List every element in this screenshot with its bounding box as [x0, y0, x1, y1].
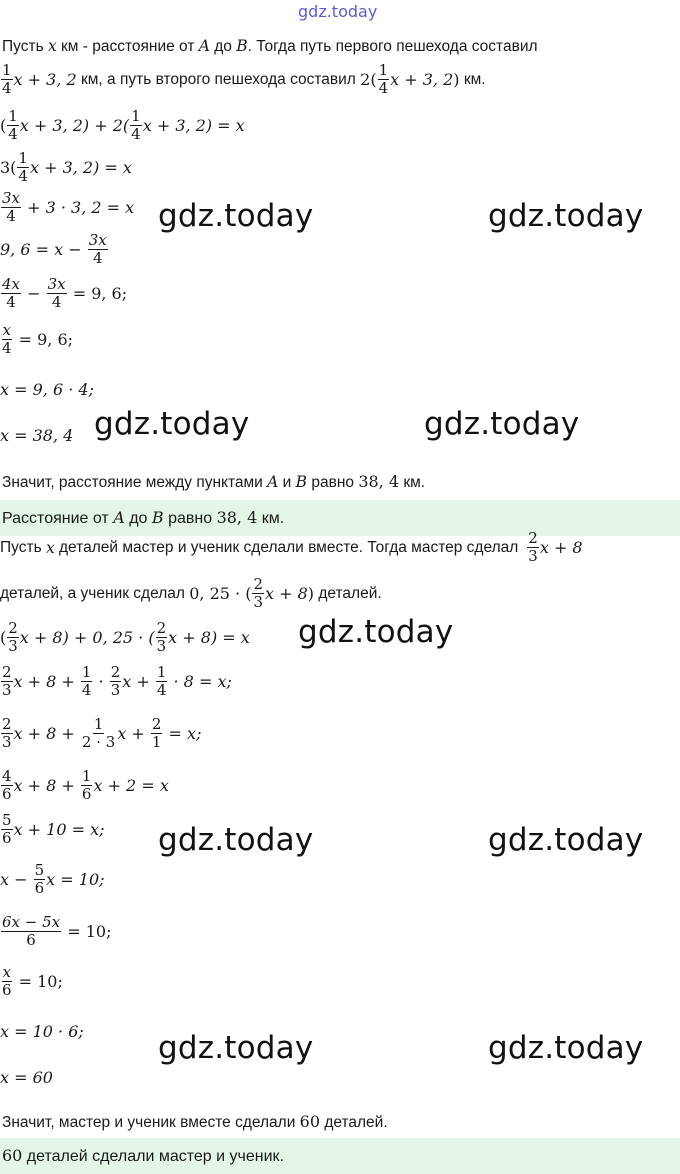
p1-var-x: x	[47, 37, 57, 55]
fraction: $\frac{2}{3}$	[156, 619, 167, 655]
p1-path-line	[0, 62, 486, 97]
fraction: $\frac{2}{3}$	[528, 529, 538, 565]
p2-eq-9: x = 10 · 6;	[0, 1022, 84, 1041]
p2-answer-box	[0, 1138, 680, 1174]
fraction: $\frac{1}{4}$	[81, 663, 92, 699]
p1-intro-text-d: . Тогда путь первого пешехода составил	[247, 38, 538, 55]
p2-eq-1: ( $\frac{2}{3}$ x + 8) + 0, 25 · ( $\frac{2}{3}$ x + 8) = x	[0, 619, 250, 655]
watermark-text: gdz.today	[298, 614, 454, 650]
p1-path-text-b: км.	[459, 70, 486, 88]
p1-eq-3: $\frac{3x}{4}$ + 3 · 3, 2 = x	[2, 189, 135, 225]
fraction: $\frac{1}{4}$	[18, 149, 28, 185]
watermark-text: gdz.today	[158, 822, 314, 858]
fraction: $\frac{3x}{4}$	[47, 275, 66, 311]
p1-intro-line	[2, 36, 538, 57]
p1-eq-6: $\frac{x}{4}$ = 9, 6;	[2, 321, 74, 357]
fraction: $\frac{2}{3}$	[2, 715, 12, 751]
fraction: $\frac{1}{2 \cdot 3}$	[81, 715, 116, 751]
watermark-text: gdz.today	[488, 198, 644, 234]
p2-eq-3: $\frac{2}{3}$ x + 8 + $\frac{1}{2 \cdot 3}$ x + $\frac{2}{1}$ = x;	[2, 715, 202, 751]
p2-intro-line: Пусть x деталей мастер и ученик сделали вместе. Тогда мастер сделал $\frac{2}{3}$ x + 8	[0, 529, 583, 565]
watermark-text: gdz.today	[158, 1030, 314, 1066]
fraction: $\frac{5}{6}$	[2, 811, 12, 847]
p1-eq-5: $\frac{4x}{4}$ − $\frac{3x}{4}$ = 9, 6;	[2, 275, 128, 311]
p1-path-text-a: км, а путь второго пешехода составил	[76, 70, 361, 88]
p1-eq-4: 9, 6 = x − $\frac{3x}{4}$	[0, 231, 107, 267]
p2-eq-2: $\frac{2}{3}$ x + 8 + $\frac{1}{4}$ · $\frac{2}{3}$ x + $\frac{1}{4}$ · 8 = x;	[2, 663, 232, 699]
p2-second-line: деталей, а ученик сделал 0, 25 · ( $\frac{2}{3}$ x + 8 ) деталей.	[0, 575, 382, 611]
p1-eq-1: ( $\frac{1}{4}$ x + 3, 2) + 2( $\frac{1}{4}$ x + 3, 2) = x	[0, 107, 245, 143]
fraction: $\frac{1}{4}$	[156, 663, 167, 699]
p2-answer-text: 60 деталей сделали мастер и ученик.	[2, 1146, 284, 1165]
watermark-text: gdz.today	[94, 406, 250, 442]
fraction: $\frac{2}{3}$	[2, 663, 12, 699]
fraction: $\frac{2}{3}$	[253, 575, 263, 611]
fraction: $\frac{2}{3}$	[8, 619, 18, 655]
p1-intro-text-b: км - расстояние от	[56, 38, 199, 55]
p2-eq-10: x = 60	[0, 1068, 53, 1087]
p2-eq-8: $\frac{x}{6}$ = 10;	[2, 963, 63, 999]
fraction: $\frac{4x}{4}$	[2, 275, 21, 311]
math-expr: x + 3, 2	[13, 70, 77, 89]
p2-eq-4: $\frac{4}{6}$ x + 8 + $\frac{1}{6}$ x + 2 = x	[2, 767, 169, 803]
math-expr: )	[453, 70, 460, 89]
p2-eq-6: x − $\frac{5}{6}$ x = 10;	[0, 861, 105, 897]
p1-eq-7: x = 9, 6 · 4;	[0, 380, 94, 399]
p1-answer-text: Расстояние от A до B равно 38, 4 км.	[2, 508, 285, 527]
p2-eq-7: $\frac{6x - 5x}{6}$ = 10;	[2, 913, 112, 949]
fraction: $\frac{2}{1}$	[151, 715, 162, 751]
fraction: $\frac{1}{4}$	[131, 107, 141, 143]
fraction: $\frac{1}{4}$	[378, 61, 389, 97]
p1-conclusion: Значит, расстояние между пунктами A и B равно 38, 4 км.	[2, 472, 426, 491]
fraction: $\frac{x}{4}$	[2, 321, 12, 357]
fraction: $\frac{4}{6}$	[2, 767, 12, 803]
math-expr: x + 3, 2	[390, 70, 454, 89]
site-header-link[interactable]: gdz.today	[298, 2, 378, 21]
p1-intro-text-c: до	[209, 38, 237, 55]
watermark-text: gdz.today	[488, 1030, 644, 1066]
fraction: $\frac{3x}{4}$	[88, 231, 107, 267]
p1-intro-text-a: Пусть	[2, 38, 48, 55]
fraction: $\frac{3x}{4}$	[2, 189, 21, 225]
p1-eq-2: 3( $\frac{1}{4}$ x + 3, 2) = x	[0, 149, 132, 185]
fraction: $\frac{5}{6}$	[34, 861, 45, 897]
p1-eq-8: x = 38, 4	[0, 426, 74, 445]
fraction: $\frac{1}{4}$	[8, 107, 18, 143]
fraction: $\frac{1}{6}$	[81, 767, 92, 803]
watermark-text: gdz.today	[488, 822, 644, 858]
p2-conclusion: Значит, мастер и ученик вместе сделали 60 деталей.	[2, 1112, 388, 1131]
p2-eq-5: $\frac{5}{6}$ x + 10 = x;	[2, 811, 105, 847]
p1-point-a: A	[198, 37, 210, 55]
fraction: $\frac{6x - 5x}{6}$	[2, 913, 61, 949]
fraction: $\frac{x}{6}$	[2, 963, 12, 999]
watermark-text: gdz.today	[158, 198, 314, 234]
math-expr: 2(	[360, 70, 377, 89]
watermark-text: gdz.today	[424, 406, 580, 442]
p1-point-b: B	[236, 37, 248, 55]
fraction: $\frac{1}{4}$	[2, 61, 12, 97]
fraction: $\frac{2}{3}$	[110, 663, 121, 699]
